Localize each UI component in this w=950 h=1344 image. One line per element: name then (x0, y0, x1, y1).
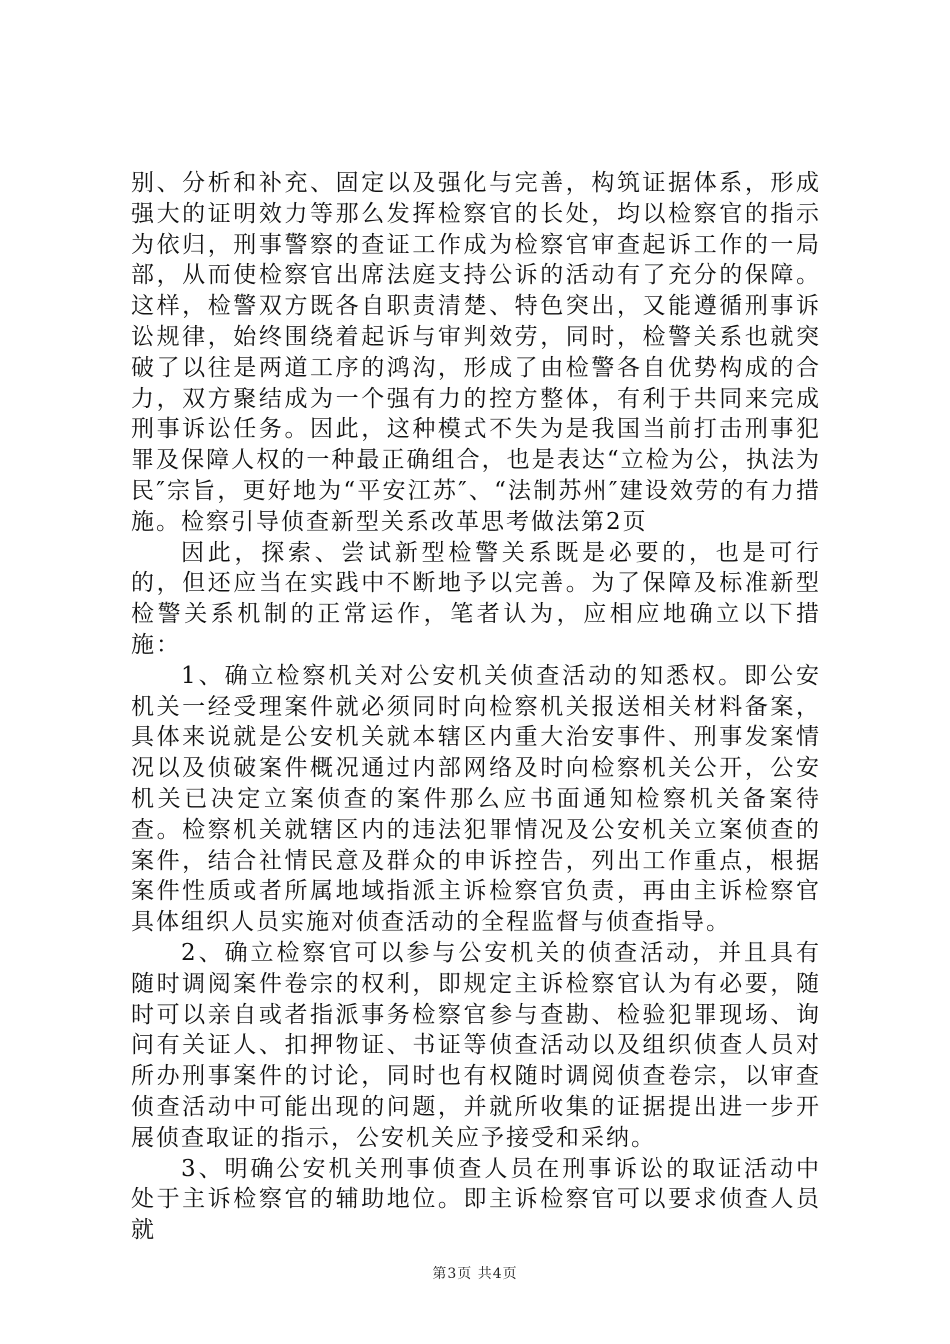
paragraph-measure-1: 1、确立检察机关对公安机关侦查活动的知悉权。即公安机关一经受理案件就必须同时向检察机关报送相关材料备案，具体来说就是公安机关就本辖区内重大治安事件、刑事发案情况以及侦破案件概况通过内部网络及时向检察机关公开，公安机关已决定立案侦查的案件那么应书面通知检察机关备案待查。检察机关就辖区内的违法犯罪情况及公安机关立案侦查的案件，结合社情民意及群众的申诉控告，列出工作重点，根据案件性质或者所属地域指派主诉检察官负责，再由主诉检察官具体组织人员实施对侦查活动的全程监督与侦查指导。 (131, 662, 821, 936)
paragraph-measure-3: 3、明确公安机关刑事侦查人员在刑事诉讼的取证活动中处于主诉检察官的辅助地位。即主诉检察官可以要求侦查人员就 (131, 1155, 821, 1244)
paragraph-continuation: 别、分析和补充、固定以及强化与完善，构筑证据体系，形成强大的证明效力等那么发挥检察官的长处，均以检察官的指示为依归，刑事警察的查证工作成为检察官审查起诉工作的一局部，从而使检察官出席法庭支持公诉的活动有了充分的保障。这样，检警双方既各自职责清楚、特色突出，又能遵循刑事诉讼规律，始终围绕着起诉与审判效劳，同时，检警关系也就突破了以往是两道工序的鸿沟，形成了由检警各自优势构成的合力，双方聚结成为一个强有力的控方整体，有利于共同来完成刑事诉讼任务。因此，这种模式不失为是我国当前打击刑事犯罪及保障人权的一种最正确组合，也是表达“立检为公，执法为民″宗旨，更好地为“平安江苏″、“法制苏州″建设效劳的有力措施。检察引导侦查新型关系改革思考做法第2页 (131, 170, 821, 535)
page-footer: 第3页 共4页 (432, 1266, 518, 1282)
document-body (131, 168, 821, 1246)
paragraph-measure-2: 2、确立检察官可以参与公安机关的侦查活动，并且具有随时调阅案件卷宗的权利，即规定主诉检察官认为有必要，随时可以亲自或者指派事务检察官参与查勘、检验犯罪现场、询问有关证人、扣押物证、书证等侦查活动以及组织侦查人员对所办刑事案件的讨论，同时也有权随时调阅侦查卷宗，以审查侦查活动中可能出现的问题，并就所收集的证据提出进一步开展侦查取证的指示，公安机关应予接受和采纳。 (131, 939, 821, 1151)
paragraph-therefore: 因此，探索、尝试新型检警关系既是必要的，也是可行的，但还应当在实践中不断地予以完善。为了保障及标准新型检警关系机制的正常运作，笔者认为，应相应地确立以下措施： (131, 539, 821, 658)
